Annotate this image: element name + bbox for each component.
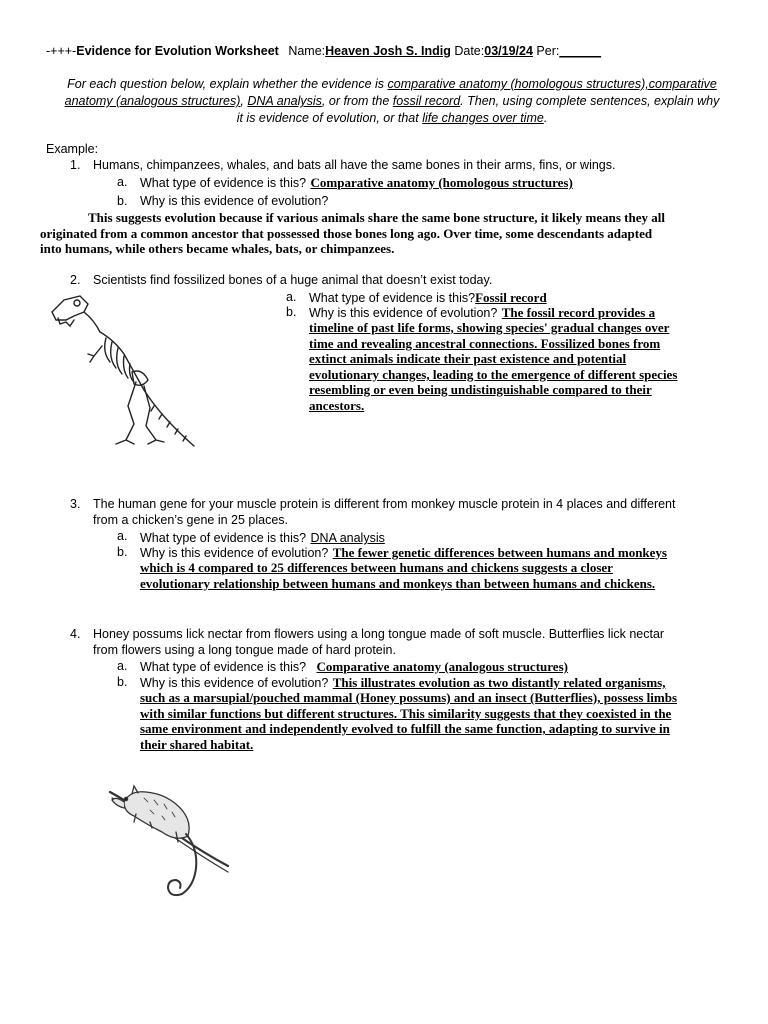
honey-possum-icon bbox=[106, 782, 232, 906]
question-4-text: from flowers using a long tongue made of hard protein. bbox=[93, 643, 396, 657]
q1-explanation-line: originated from a common ancestor that possessed those bones long ago. Over time, some descendants adapted bbox=[40, 226, 653, 241]
header-prefix: -+++- bbox=[46, 44, 77, 58]
term-dna: DNA analysis bbox=[247, 94, 322, 108]
q4-b-answer-line: with similar functions but different structures. This similarity suggests that they coexisted in the bbox=[140, 706, 672, 721]
name-label: Name: bbox=[288, 44, 326, 58]
term-analogous: anatomy (analogous structures) bbox=[64, 94, 241, 108]
question-2-text: Scientists find fossilized bones of a huge animal that doesn’t exist today. bbox=[93, 273, 493, 287]
honey-possum-drawing bbox=[106, 782, 232, 906]
question-4-number: 4. bbox=[70, 627, 81, 641]
worksheet-header bbox=[46, 44, 601, 58]
q4-b-answer-line: their shared habitat. bbox=[140, 737, 254, 752]
q3-b-label: b. bbox=[117, 545, 128, 559]
q2-b-answer-line: The fossil record provides a bbox=[501, 305, 656, 320]
possum-eye bbox=[124, 797, 127, 800]
q3-a-answer: DNA analysis bbox=[310, 531, 385, 545]
q3-a-prompt: What type of evidence is this? bbox=[140, 531, 307, 545]
name-value: Heaven Josh S. Indig bbox=[325, 44, 451, 58]
q3-a-label: a. bbox=[117, 529, 128, 543]
rib-bones bbox=[105, 338, 134, 382]
date-label: Date: bbox=[454, 44, 485, 58]
q2-b-label: b. bbox=[286, 305, 297, 319]
question-3-number: 3. bbox=[70, 497, 81, 511]
q2-a-prompt: What type of evidence is this? bbox=[309, 291, 476, 305]
q3-b-answer-line: The fewer genetic differences between humans and monkeys bbox=[332, 545, 667, 560]
neck-bones bbox=[84, 312, 100, 332]
instructions-text: , bbox=[240, 94, 248, 108]
instructions-text: . bbox=[543, 111, 548, 125]
q3-b-answer-line: evolutionary relationship between humans and monkeys than between humans and chickens. bbox=[140, 576, 656, 591]
q1-explanation-line: into humans, while others became whales, bats, or chimpanzees. bbox=[40, 241, 395, 256]
q2-a-label: a. bbox=[286, 290, 297, 304]
tail-vertebrae bbox=[151, 406, 186, 441]
q2-b-answer-line: evolutionary changes, leading to the emergence of different species bbox=[309, 367, 678, 382]
q3-b-prompt: Why is this evidence of evolution? bbox=[140, 546, 329, 560]
q4-b-answer-line: such as a marsupial/pouched mammal (Honey possums) and an insect (Butterflies), possess limbs bbox=[140, 690, 678, 705]
date-value: 03/19/24 bbox=[484, 44, 533, 58]
eye-socket bbox=[74, 300, 80, 306]
q2-b-answer-line: time and revealing ancestral connections. Fossilized bones from bbox=[309, 336, 661, 351]
instructions-text: For each question below, explain whether the evidence is bbox=[67, 77, 388, 91]
question-1-number: 1. bbox=[70, 158, 81, 172]
possum-body bbox=[124, 792, 189, 839]
q2-b-answer-line: extinct animals indicate their past existence and potential bbox=[309, 351, 627, 366]
jaw-shape bbox=[58, 318, 74, 326]
q2-b-answer-line: resembling or even being undistinguishable compared to their bbox=[309, 382, 652, 397]
question-3-text: from a chicken’s gene in 25 places. bbox=[93, 513, 289, 527]
q3-b-answer-line: which is 4 compared to 25 differences between humans and chickens suggests a closer bbox=[140, 560, 613, 575]
instructions-text: , or from the bbox=[321, 94, 393, 108]
q2-b-answer-line: timeline of past life forms, showing species' gradual changes over bbox=[309, 320, 670, 335]
question-4-text: Honey possums lick nectar from flowers using a long tongue made of soft muscle. Butterflies lick nectar bbox=[93, 627, 665, 641]
q4-b-answer-line: same environment and independently evolved to fulfill the same function, adapting to survive in bbox=[140, 721, 670, 736]
q1-explanation-line: This suggests evolution because if various animals share the same bone structure, it likely means they all bbox=[88, 210, 665, 225]
instructions-text: . Then, using complete sentences, explain why it is evidence of evolution, or that bbox=[236, 94, 720, 125]
q1-b-label: b. bbox=[117, 194, 128, 208]
q4-a-prompt: What type of evidence is this? bbox=[140, 660, 307, 674]
dinosaur-skeleton-drawing bbox=[44, 290, 210, 454]
q1-b-prompt: Why is this evidence of evolution? bbox=[140, 194, 329, 208]
instructions bbox=[60, 76, 724, 127]
q4-b-label: b. bbox=[117, 675, 128, 689]
left-leg-bones bbox=[116, 382, 136, 444]
question-1-text: Humans, chimpanzees, whales, and bats all have the same bones in their arms, fins, or wings. bbox=[93, 158, 616, 172]
per-label: Per: bbox=[536, 44, 560, 58]
question-2-number: 2. bbox=[70, 273, 81, 287]
q1-a-prompt: What type of evidence is this? bbox=[140, 176, 307, 190]
q1-a-line bbox=[140, 174, 573, 192]
q1-a-answer: Comparative anatomy (homologous structures) bbox=[310, 175, 573, 190]
q4-b-answer-line: This illustrates evolution as two distantly related organisms, bbox=[332, 675, 666, 690]
q4-a-label: a. bbox=[117, 659, 128, 673]
q2-a-answer: Fossil record bbox=[475, 290, 547, 305]
question-3-text: The human gene for your muscle protein is different from monkey muscle protein in 4 places and different bbox=[93, 497, 676, 511]
q2-b-prompt: Why is this evidence of evolution? bbox=[309, 306, 498, 320]
dinosaur-skeleton-icon bbox=[44, 290, 210, 454]
arm-bones bbox=[88, 346, 102, 362]
term-life-changes: life changes over time bbox=[422, 111, 544, 125]
q4-b-prompt: Why is this evidence of evolution? bbox=[140, 676, 329, 690]
term-fossil: fossil record bbox=[392, 94, 461, 108]
spine-bones bbox=[100, 332, 194, 446]
worksheet-title: Evidence for Evolution Worksheet bbox=[76, 44, 279, 58]
example-label: Example: bbox=[46, 142, 99, 156]
q1-a-label: a. bbox=[117, 175, 128, 189]
q2-b-answer-line: ancestors. bbox=[309, 398, 365, 413]
term-homologous: comparative anatomy (homologous structures),comparative bbox=[387, 77, 717, 91]
q4-a-answer: Comparative anatomy (analogous structures) bbox=[316, 659, 568, 674]
skull-shape bbox=[52, 296, 88, 320]
per-value: ______ bbox=[559, 44, 602, 58]
